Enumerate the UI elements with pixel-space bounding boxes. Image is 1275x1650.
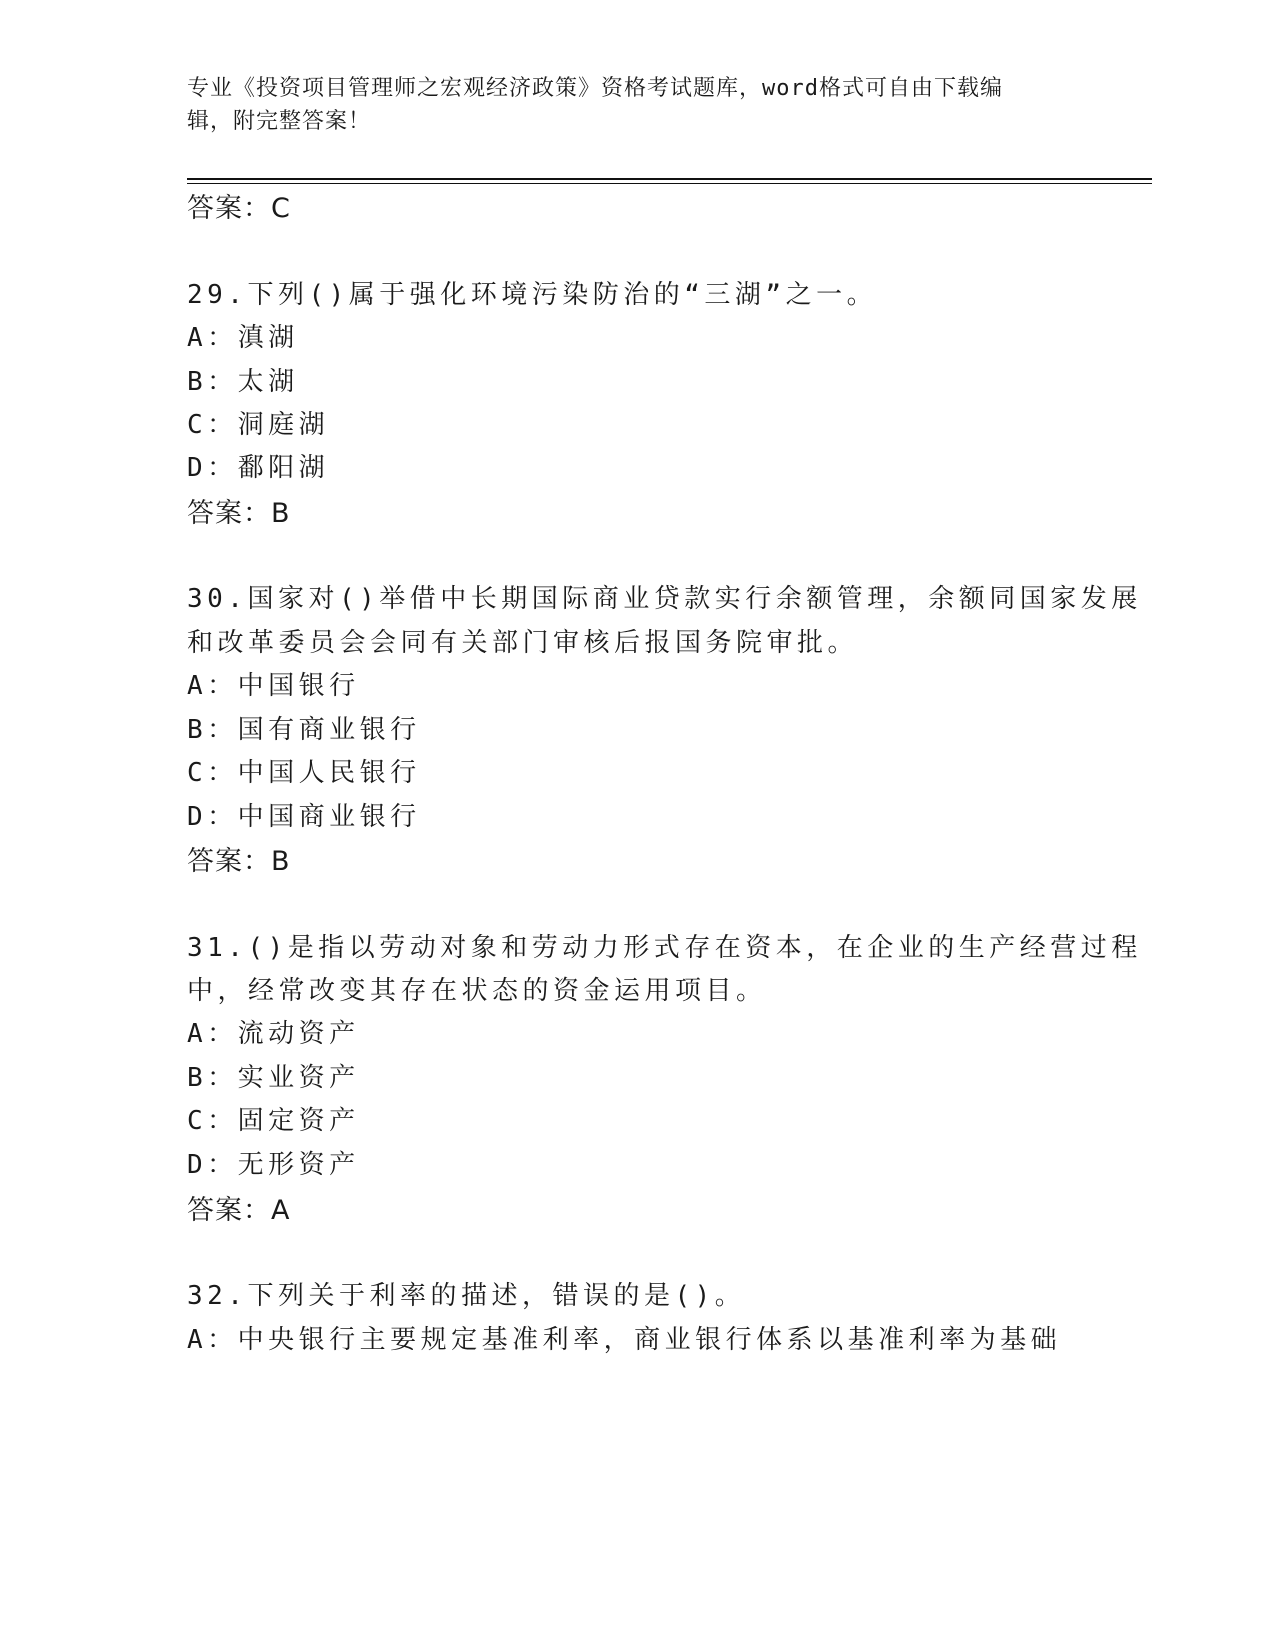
answer-label: 答案：A xyxy=(187,1195,291,1226)
option-a: A：滇湖 xyxy=(187,323,299,353)
option-a: A：流动资产 xyxy=(187,1019,360,1049)
previous-answer: 答案：C xyxy=(187,193,291,224)
option-c: C：洞庭湖 xyxy=(187,410,330,440)
question-text: 29.下列()属于强化环境污染防治的“三湖”之一。 xyxy=(187,280,878,310)
option-b: B：太湖 xyxy=(187,367,299,397)
document-header xyxy=(187,72,1067,138)
option-c: C：固定资产 xyxy=(187,1106,360,1136)
header-line-2: 辑，附完整答案！ xyxy=(187,109,372,134)
option-d: D：无形资产 xyxy=(187,1150,360,1180)
question-text: 30.国家对()举借中长期国际商业贷款实行余额管理，余额同国家发展 xyxy=(187,584,1142,614)
answer-label: 答案：B xyxy=(187,498,291,529)
answer-label: 答案：B xyxy=(187,846,291,877)
question-text-continued: 和改革委员会会同有关部门审核后报国务院审批。 xyxy=(187,628,859,658)
header-line-1: 专业《投资项目管理师之宏观经济政策》资格考试题库，word格式可自由下载编 xyxy=(187,76,1003,101)
option-d: D：中国商业银行 xyxy=(187,802,421,832)
option-b: B：国有商业银行 xyxy=(187,715,421,745)
header-divider-thick xyxy=(187,178,1152,180)
question-text: 31.()是指以劳动对象和劳动力形式存在资本，在企业的生产经营过程 xyxy=(187,933,1142,963)
header-divider-thin xyxy=(187,183,1152,184)
question-text-continued: 中，经常改变其存在状态的资金运用项目。 xyxy=(187,976,767,1006)
option-a: A：中央银行主要规定基准利率，商业银行体系以基准利率为基础 xyxy=(187,1325,1062,1355)
option-c: C：中国人民银行 xyxy=(187,758,421,788)
question-text: 32.下列关于利率的描述，错误的是()。 xyxy=(187,1281,746,1311)
option-a: A：中国银行 xyxy=(187,671,360,701)
option-d: D：鄱阳湖 xyxy=(187,453,330,483)
option-b: B：实业资产 xyxy=(187,1063,360,1093)
